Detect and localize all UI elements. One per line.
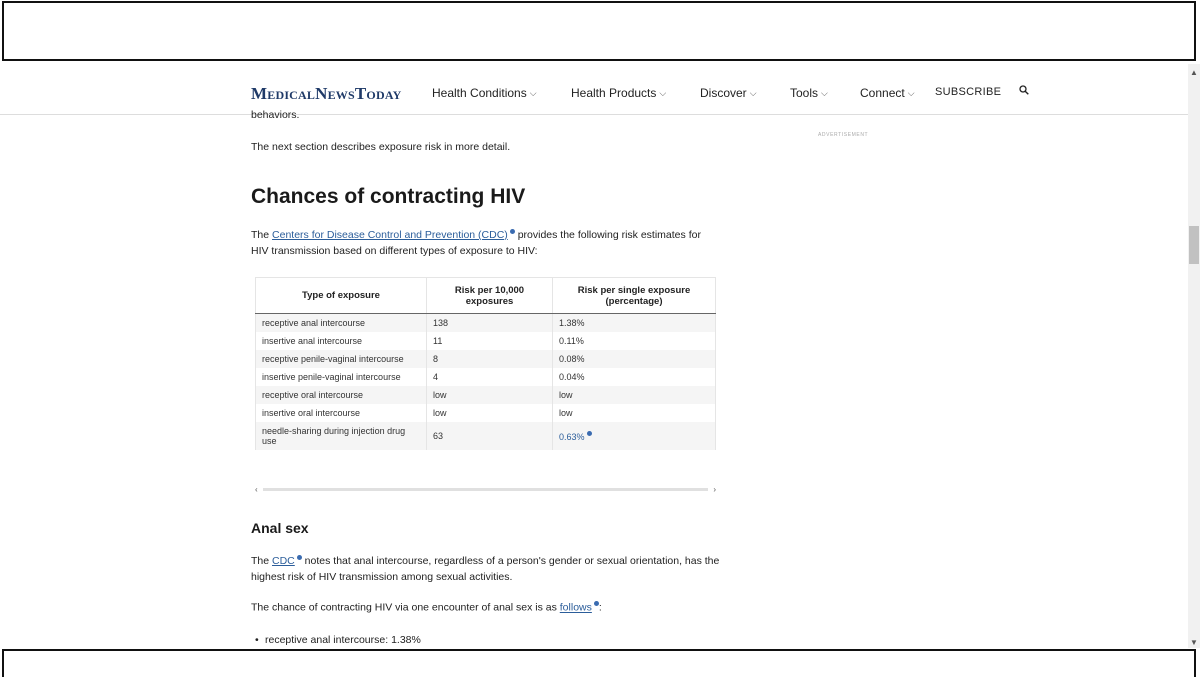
table-cell: needle-sharing during injection drug use [256,422,427,450]
page-scrollbar[interactable] [1188,64,1200,648]
advertisement-label: ADVERTISEMENT [818,132,869,138]
scroll-up-icon[interactable]: ▲ [1190,68,1198,77]
chevron-down-icon: ⌵ [907,88,915,98]
table-cell: 11 [427,332,553,350]
table-cell: receptive anal intercourse [256,314,427,333]
risk-table [255,277,716,450]
intro-next-paragraph: The next section describes exposure risk in more detail. [251,141,511,153]
chevron-down-icon: ⌵ [529,88,537,98]
cdc-paragraph: The Centers for Disease Control and Prevention (CDC) provides the following risk estimates for HIV transmission based on different types of exposure to HIV: [251,229,701,257]
table-cell: insertive oral intercourse [256,404,427,422]
cdc-link[interactable]: Centers for Disease Control and Prevention (CDC) [272,229,508,241]
trusted-source-icon[interactable] [587,431,592,436]
nav-health-products[interactable]: Health Products ⌵ [571,86,667,100]
site-logo[interactable]: MedicalNewsToday [251,84,402,103]
table-cell: 4 [427,368,553,386]
chevron-right-icon[interactable]: › [713,485,716,494]
chevron-down-icon: ⌵ [749,88,757,98]
table-header-cell: Risk per single exposure (percentage) [553,278,716,314]
needle-sharing-source-link[interactable]: 0.63% [559,431,585,442]
cutoff-paragraph: behaviors. [251,109,300,119]
table-row [256,350,716,368]
subscribe-link[interactable]: SUBSCRIBE [935,86,1002,98]
table-cell [553,422,716,450]
chance-paragraph: The chance of contracting HIV via one encounter of anal sex is as follows : [251,601,602,614]
table-cell: low [427,386,553,404]
table-cell: insertive anal intercourse [256,332,427,350]
table-row [256,422,716,450]
table-row [256,368,716,386]
list-item: • receptive anal intercourse: 1.38% [265,634,421,646]
scroll-track[interactable] [263,488,708,491]
nav-tools[interactable]: Tools ⌵ [790,86,828,100]
cdc-link-2[interactable]: CDC [272,555,295,567]
table-header-cell: Risk per 10,000 exposures [427,278,553,314]
table-cell: low [427,404,553,422]
section-title: Chances of contracting HIV [251,185,526,208]
table-cell: 1.38% [553,314,716,333]
anal-sex-paragraph: The CDC notes that anal intercourse, regardless of a person's gender or sexual orientation, has the highest risk of HIV transmission among sexual activities. [251,555,720,583]
nav-connect[interactable]: Connect ⌵ [860,86,915,100]
table-cell: 138 [427,314,553,333]
table-horizontal-scrollbar[interactable] [255,485,716,495]
table-cell: low [553,404,716,422]
table-header-row [256,278,716,314]
browser-top-overlay [2,1,1196,61]
table-row [256,314,716,333]
anal-sex-heading: Anal sex [251,520,309,536]
table-header-cell: Type of exposure [256,278,427,314]
chevron-down-icon: ⌵ [659,88,667,98]
nav-health-conditions[interactable]: Health Conditions ⌵ [432,86,537,100]
table-row [256,386,716,404]
table-cell: 0.08% [553,350,716,368]
follows-link[interactable]: follows [559,601,592,614]
table-cell: 0.11% [553,332,716,350]
site-header [0,64,1188,115]
browser-bottom-overlay [2,649,1196,677]
table-cell: receptive penile-vaginal intercourse [256,350,427,368]
table-cell: 63 [427,422,553,450]
nav-discover[interactable]: Discover ⌵ [700,86,757,100]
search-icon[interactable] [1019,85,1029,95]
scroll-down-icon[interactable]: ▼ [1190,638,1198,647]
table-cell: insertive penile-vaginal intercourse [256,368,427,386]
table-cell: receptive oral intercourse [256,386,427,404]
table-cell: 8 [427,350,553,368]
table-row [256,404,716,422]
table-row [256,332,716,350]
scroll-thumb[interactable] [1189,226,1199,264]
chevron-left-icon[interactable]: ‹ [255,485,258,494]
table-cell: low [553,386,716,404]
table-cell: 0.04% [553,368,716,386]
chevron-down-icon: ⌵ [821,88,828,98]
